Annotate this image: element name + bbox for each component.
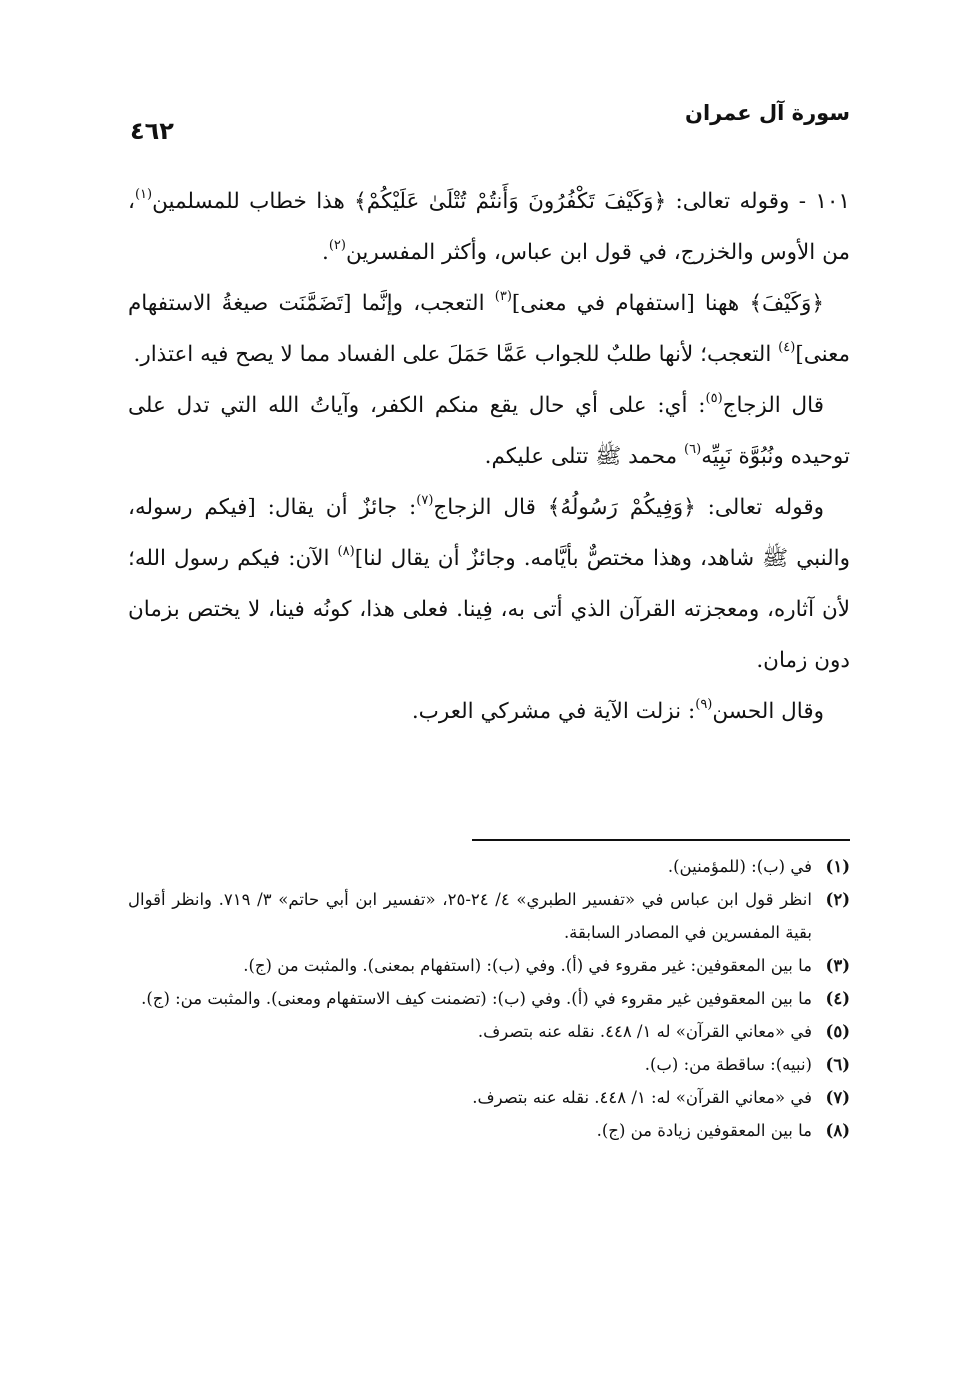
footnote-number: (١)	[825, 857, 850, 876]
surah-title: سورة آل عمران	[685, 101, 850, 125]
quran-quote: ﴿وَكَيْفَ تَكْفُرُونَ وَأَنتُمْ تُتْلَىٰ عَلَيْكُمْ﴾	[354, 189, 667, 214]
footnotes-list	[128, 850, 850, 1147]
paragraph-text: وقال الحسن	[712, 699, 824, 724]
paragraph-text: قال الزجاج	[722, 393, 825, 418]
paragraph-text: الآن: فيكم رسول الله؛ لأن آثاره، ومعجزته القرآن الذي أتى به، فِينا. فعلى هذا، كونُه فينا، لا يختص بزمان دون زمان.	[128, 546, 850, 673]
footnote-item	[128, 1114, 850, 1147]
footnote-text: ما بين المعقوفين زيادة من (ج).	[596, 1121, 812, 1140]
paragraph-text: .	[322, 240, 329, 265]
footnote-item	[128, 1015, 850, 1048]
paragraph-hasan	[128, 686, 850, 737]
footnote-item	[128, 850, 850, 883]
paragraph-kayfa	[128, 278, 850, 380]
footnote-text: في «معاني القرآن» له: ١/ ٤٤٨. نقله عنه بتصرف.	[472, 1088, 812, 1107]
footnote-ref-4[interactable]: (٤)	[778, 340, 796, 355]
footnote-item	[128, 1048, 850, 1081]
footnote-text: في (ب): (للمؤمنين).	[667, 857, 812, 876]
paragraph-text: : نزلت الآية في مشركي العرب.	[411, 699, 696, 724]
footnote-ref-1[interactable]: (١)	[134, 187, 153, 202]
footnote-text: في «معاني القرآن» له ١/ ٤٤٨. نقله عنه بتصرف.	[477, 1022, 812, 1041]
footnote-ref-3[interactable]: (٣)	[494, 289, 512, 304]
paragraph-text: التعجب؛ لأنها طلبٌ للجواب عَمَّا حَمَلَ على الفساد مما لا يصح فيه اعتذار.	[133, 342, 779, 367]
paragraph-text: محمد ﷺ تتلى عليكم.	[484, 444, 685, 469]
verse-intro: ١٠١ - وقوله تعالى:	[666, 189, 850, 214]
footnote-text: (نبيه): ساقطة من: (ب).	[644, 1055, 812, 1074]
footnote-item	[128, 949, 850, 982]
paragraph-rasuluh	[128, 482, 850, 686]
footnote-text: انظر قول ابن عباس في «تفسير الطبري» ٤/ ٢٤-٢٥، «تفسير ابن أبي حاتم» ٣/ ٧١٩. وانظر أقوال بقية المفسرين في المصادر السابقة.	[128, 890, 812, 942]
quran-quote: ﴿وَكَيْفَ﴾	[749, 291, 824, 316]
verse-intro: وقوله تعالى:	[695, 495, 824, 520]
paragraph-text: : أي: على أي حال يقع منكم الكفر، وآياتُ الله التي تدل على توحيده ونُبُوَّة نَبِيِّه	[128, 393, 850, 469]
footnote-ref-7[interactable]: (٧)	[416, 493, 434, 508]
footnote-number: (٧)	[825, 1088, 850, 1107]
footnote-ref-5[interactable]: (٥)	[705, 391, 723, 406]
paragraph-text: قال الزجاج	[433, 495, 548, 520]
footnote-item	[128, 982, 850, 1015]
page-header	[130, 98, 850, 148]
footnote-item	[128, 883, 850, 949]
footnote-separator	[472, 839, 850, 841]
paragraph-text: : جائزٌ أن يقال: [فيكم رسوله، والنبي ﷺ شاهد، وهذا مختصٌّ بأيَّامه. وجائزٌ أن يقال لنا]	[128, 495, 851, 571]
footnote-number: (٢)	[825, 890, 850, 909]
footnote-number: (٥)	[825, 1022, 850, 1041]
footnote-number: (٤)	[825, 989, 850, 1008]
footnote-ref-9[interactable]: (٩)	[695, 697, 713, 712]
paragraph-101	[128, 176, 850, 278]
page-number: ٤٦٢	[130, 117, 174, 145]
footnote-number: (٣)	[825, 956, 850, 975]
footnote-number: (٨)	[825, 1121, 850, 1140]
paragraph-text: التعجب، وإنَّما [تَضَمَّنَت صيغةُ الاستفهام معنى]	[128, 291, 850, 367]
footnote-number: (٦)	[825, 1055, 850, 1074]
paragraph-text: ، من الأوس والخزرج، في قول ابن عباس، وأكثر المفسرين	[128, 189, 850, 265]
footnote-ref-6[interactable]: (٦)	[684, 442, 702, 457]
footnote-text: ما بين المعقوفين: غير مقروء في (أ). وفي (ب): (استفهام بمعنى). والمثبت من (ج).	[243, 956, 812, 975]
footnote-text: ما بين المعقوفين غير مقروء في (أ). وفي (ب): (تضمنت كيف الاستفهام ومعنى). والمثبت من: (ج).	[141, 989, 812, 1008]
paragraph-text: ههنا [استفهام في معنى]	[511, 291, 750, 316]
footnote-ref-2[interactable]: (٢)	[328, 238, 346, 253]
main-text	[128, 176, 850, 737]
paragraph-zajjaj	[128, 380, 850, 482]
paragraph-text: هذا خطاب للمسلمين	[152, 189, 355, 214]
footnote-item	[128, 1081, 850, 1114]
quran-quote: ﴿وَفِيكُمْ رَسُولُهُ﴾	[547, 495, 696, 520]
footnote-ref-8[interactable]: (٨)	[337, 544, 355, 559]
